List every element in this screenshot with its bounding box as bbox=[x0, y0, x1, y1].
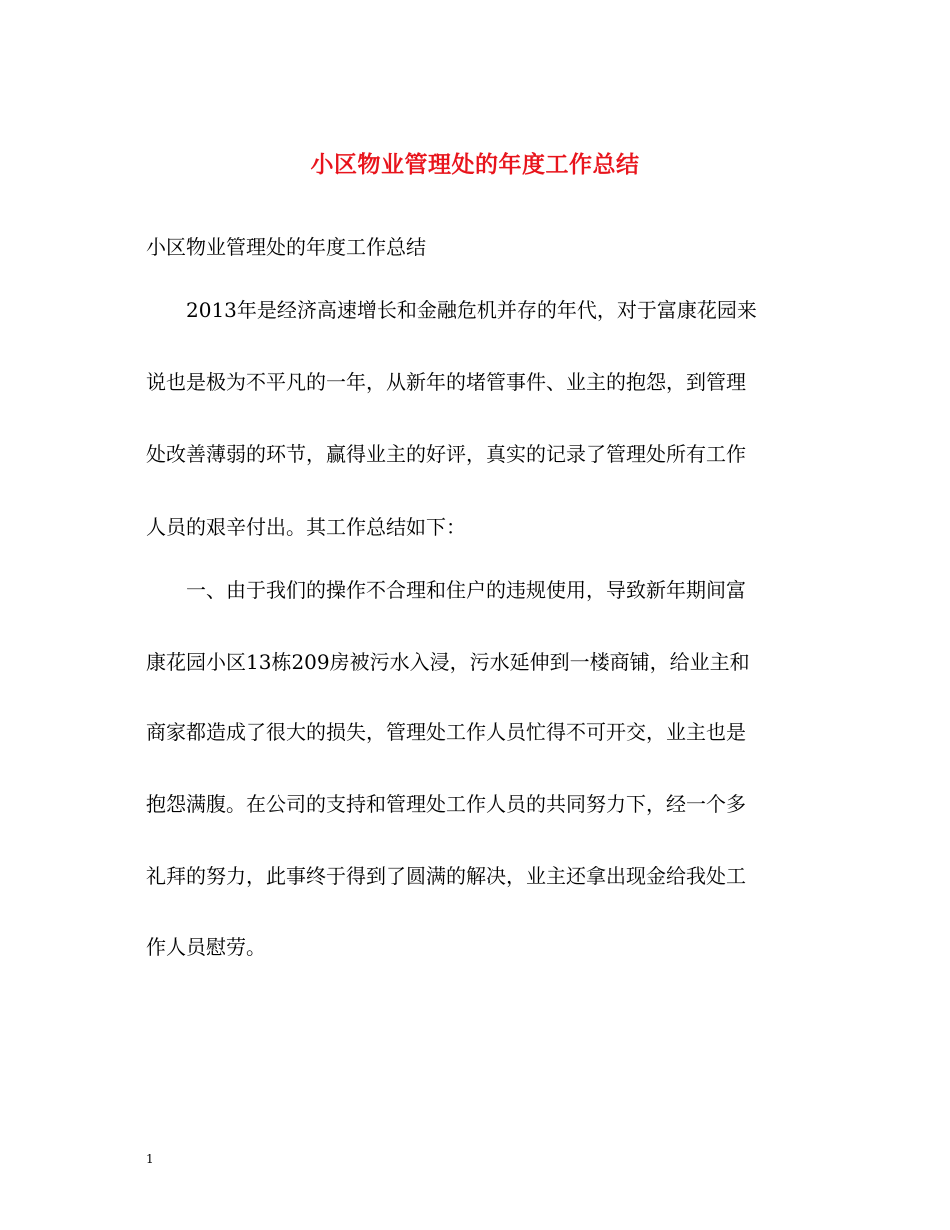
paragraph-1-line-2: 说也是极为不平凡的一年，从新年的堵管事件、业主的抱怨，到管理 bbox=[146, 370, 746, 394]
paragraph-1-line-1: 2013年是经济高速增长和金融危机并存的年代，对于富康花园来 bbox=[186, 298, 757, 322]
paragraph-1-line-3: 处改善薄弱的环节，赢得业主的好评，真实的记录了管理处所有工作 bbox=[146, 442, 746, 466]
paragraph-2-line-2: 康花园小区13栋209房被污水入浸，污水延伸到一楼商铺，给业主和 bbox=[146, 650, 750, 674]
paragraph-1-line-4: 人员的艰辛付出。其工作总结如下： bbox=[146, 515, 466, 539]
page-title: 小区物业管理处的年度工作总结 bbox=[310, 151, 640, 178]
document-subtitle: 小区物业管理处的年度工作总结 bbox=[146, 235, 426, 259]
page-number: 1 bbox=[146, 1152, 154, 1166]
paragraph-2-line-4: 抱怨满腹。在公司的支持和管理处工作人员的共同努力下，经一个多 bbox=[146, 792, 746, 816]
paragraph-2-line-5: 礼拜的努力，此事终于得到了圆满的解决，业主还拿出现金给我处工 bbox=[146, 864, 746, 888]
paragraph-2-line-1: 一、由于我们的操作不合理和住户的违规使用，导致新年期间富 bbox=[186, 578, 746, 602]
paragraph-2-line-3: 商家都造成了很大的损失，管理处工作人员忙得不可开交，业主也是 bbox=[146, 720, 746, 744]
paragraph-2-line-6: 作人员慰劳。 bbox=[146, 935, 266, 959]
